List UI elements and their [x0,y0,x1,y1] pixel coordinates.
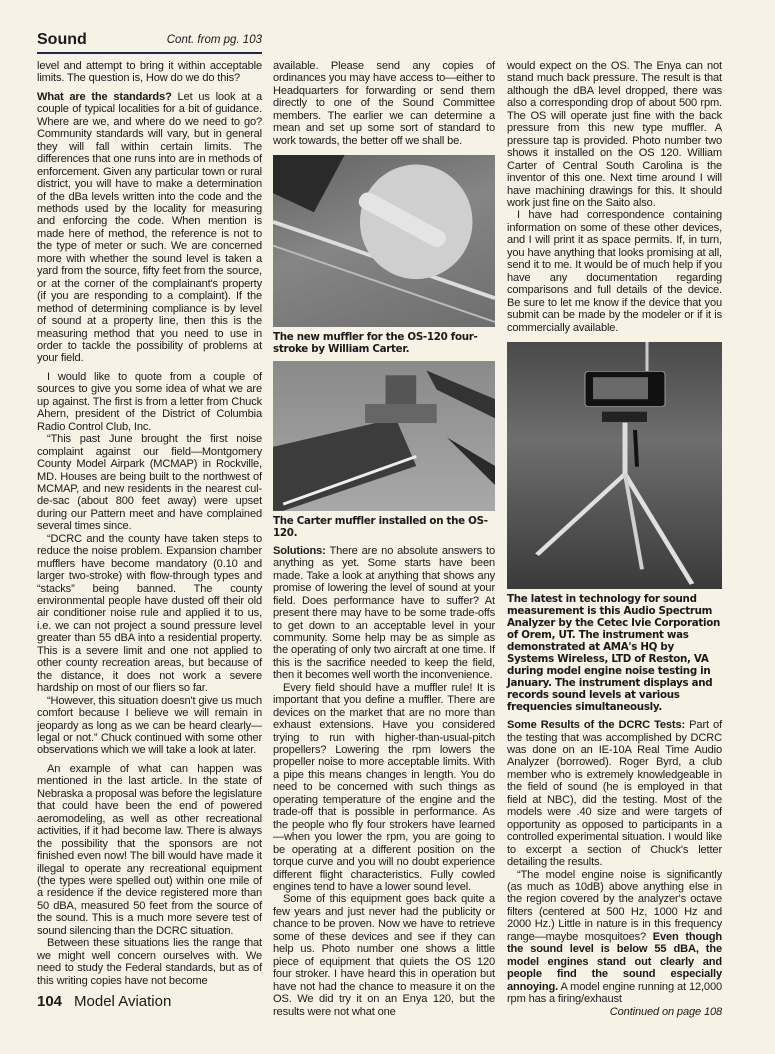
subheading: What are the standards? [37,90,172,103]
paragraph [273,545,495,682]
continued-on: Continued on page 108 [609,1005,722,1018]
text: I have had correspondence containing information on some of these other devices, and I will print it as space permits. If, in turn, you have anything that looks promising at all, send it to me. It would be of much help if you have any documentation regarding comparisons and full details of the device. Be sure to let me know if the device that you submit can be made by the modeler or if it is commercially available. [507,209,722,334]
magazine-name: Model Aviation [74,993,172,1011]
paragraph [37,695,262,757]
text: “DCRC and the county have taken steps to reduce the noise problem. Expansion chamber mufflers have become mandatory (0.10 and larger two-stroke) with flow-through types and “stacks” being banned. The county environmental people have dusted off their old air conditioner noise rule and applied it to us, i.e. we can not project a sound pressure level greater than 55 dBA into a residential property. This is a severe limit and one not applied to other county recreation areas, but because of the distance, it does not work a severe hardship on most of our fliers so far. [37,532,262,695]
column-1 [37,60,262,987]
subheading: Solutions: [273,544,326,557]
text: Between these situations lies the range that we might well concern ourselves with. We need to study the Federal standards, but as of this writing copies have not become [37,937,262,987]
paragraph [507,209,722,334]
section-title: Sound [37,31,87,48]
text: “However, this situation doesn't give us much comfort because I believe we will remain in jeopardy as long as we can be heard clearly—legal or not.” Chuck continued with some other observations which we will take a look at later. [37,694,262,757]
text: “The model engine noise is significantly (as much as 10dB) above anything else in the region covered by the analyzer's octave filters (centered at 500 Hz, 1000 Hz and 2000 Hz.) Little in nature is in this frequency range—maybe mosquitoes? [507,868,722,943]
engine-photo-image [273,361,495,511]
text: Let us look at a couple of typical localities for a bit of guidance. Where are we, and where do we need to go? Community standards will vary, but in general they will fall within certain limits. The differences that one runs into are in methods of enforcement. Given any particular town or rural district, you will have to make a determination of the dBa levels written into the code and the methods used by the locality for measuring and enforcing the code. When mention is made here of method, the reference is not to the type of meter or such. We are concerned more with whether the sound level is taken a yard from the source, fifty feet from the source, or at the corner of the complainant's property (if you are responding to a complaint). If the method of determining compliance is by level of sound at a property line, then this is the measuring method that you need to use in order to tackle the possibility of problems at your field. [37,90,262,365]
paragraph [37,433,262,533]
photo-muffler-installed [273,361,495,511]
column-3-top [507,60,722,334]
paragraph [37,937,262,987]
column-2-stack [273,60,495,1018]
page-number: 104 [37,993,63,1011]
column-3-stack [507,60,722,1018]
text: A model engine running at 12,000 rpm has a firing/exhaust [507,980,722,1006]
section-header [37,30,262,54]
paragraph [507,719,722,868]
page-footer [37,993,262,1010]
caption-photo-2: The Carter muffler installed on the OS-120. [273,514,488,539]
paragraph [37,533,262,695]
tripod-analyzer-image [507,342,722,589]
text: I would like to quote from a couple of sources to give you some idea of what we are up against. The first is from a letter from Chuck Ahern, president of the District of Columbia Radio Control Club, Inc. [37,370,262,433]
text: would expect on the OS. The Enya can not stand much back pressure. The result is that although the dBA level dropped, there was also a corresponding drop of about 500 rpm. The OS will operate just fine with the back pressure from this new type muffler. A pressure tap is provided. Photo number two shows it installed on the OS 120. William Carter of Central South Carolina is the inventor of this one. Next time around I will have machining drawings for this. It should work just fine on the Saito also. [507,60,722,209]
caption-photo-3: The latest in technology for sound measurement is this Audio Spectrum Analyzer by the Cetec Ivie Corporation of Orem, UT. The instrument was demonstrated at AMA's HQ by Systems Wireless, LTD of Reston, VA during model engine noise testing in January. The instrument displays and records sound levels at various frequencies simultaneously. [507,593,721,714]
text: Some of this equipment goes back quite a few years and just never had the publicity or chance to be proven. Now we have to retrieve some of these devices and see if they can help us. Photo number one shows a little piece of equipment that quiets the OS 120 four stroker. I have heard this in operation but have not had the chance to measure it on the OS. We did try it on an Enya 120, but the results were not what one [273,893,495,1018]
text: Part of the testing that was accomplished by DCRC was done on an IE-10A Real Time Audio Analyzer (borrowed). Roger Byrd, a club member who is extremely knowledgeable in the field of sound (he is employed in that field at NBC), did the testing. Most of the models were .40 size and were targets of opportunity as opposed to participants in a controlled experimental situation. I would like to excerpt a section of Chuck's letter detailing the results. [507,719,723,869]
subheading: Some Results of the DCRC Tests: [507,719,686,732]
column-2-top [273,60,495,147]
column-2-bottom [273,545,495,1018]
paragraph [37,91,262,365]
paragraph: available. Please send any copies of ordinances you may have access to—either to Headquarters for forwarding or send them directly to one of the Sound Committee members. The earlier we can determine a mean and set up some sort of standard to work towards, the better off we shall be. [273,60,495,147]
column-3-bottom [507,719,722,1018]
bold-text: Even though the sound level is below 55 dBA, the model engines stand out clearly and people find the sound especially annoying. [507,930,723,993]
photo-muffler [273,155,495,327]
paragraph [37,60,262,85]
text: There are no absolute answers to anything as yet. Some starts have been made. Take a look at anything that shows any promise of lowering the level of sound at your field. Does performance have to suffer? At present there may have to be some trade-offs to get down to an acceptable level in your community. Some help may be as simple as the operating of only two aircraft at one time. If this is the sacrifice needed to keep the field, then it becomes well worth the inconvenience. [273,544,495,682]
paragraph [37,371,262,433]
continued-from: Cont. from pg. 103 [166,34,262,46]
text: level and attempt to bring it within acceptable limits. The question is, How do we do this? [37,60,262,85]
muffler-photo-image [273,155,495,327]
text: An example of what can happen was mentioned in the last article. In the state of Nebraska a proposal was before the legislature that could have been the end of powered aeromodeling, as well as other recreational activities, if it had become law. There is always the possibility that the sponsors are not finished even now! The bill would have made it illegal to operate any recreational equipment (the types were spelled out) within one mile of a residence if the device registered more than 50 dBA, measured 50 feet from the source of the sound. This is a much more severe test of sound silencing than the DCRC situation. [37,762,262,937]
caption-photo-1: The new muffler for the OS-120 four-stroke by William Carter. [273,330,478,355]
paragraph [37,763,262,937]
photo-spectrum-analyzer [507,342,722,589]
text: Every field should have a muffler rule! It is important that you define a muffler. There are devices on the market that are no more than exhaust extensions. Have you considered trying to run with higher-than-usual-pitch propellers? Lowering the rpm lowers the propeller noise to more acceptable limits. With a pipe this means changes in length. You do need to be concerned with such things as operating temperature of the engine and the trade-off that is possible in performance. As the people who fly four strokers have learned—when you lower the rpm, you are going to be operating at a different position on the torque curve and you will no doubt experience different flight characteristics. Fully cowled engines tend to have a lower sound level. [273,681,495,894]
paragraph [507,60,722,209]
paragraph [273,893,495,1018]
text: “This past June brought the first noise complaint against our field—Montgomery County Model Airpark (MCMAP) in Rockville, MD. Houses are being built to the northwest of MCMAP, and new residents in the nearest cul-de-sac (about 800 feet away) were upset during our Pattern meet and have complained several times since. [37,433,262,533]
paragraph [507,869,722,1006]
column-1-stack [37,60,262,1010]
paragraph [273,682,495,894]
